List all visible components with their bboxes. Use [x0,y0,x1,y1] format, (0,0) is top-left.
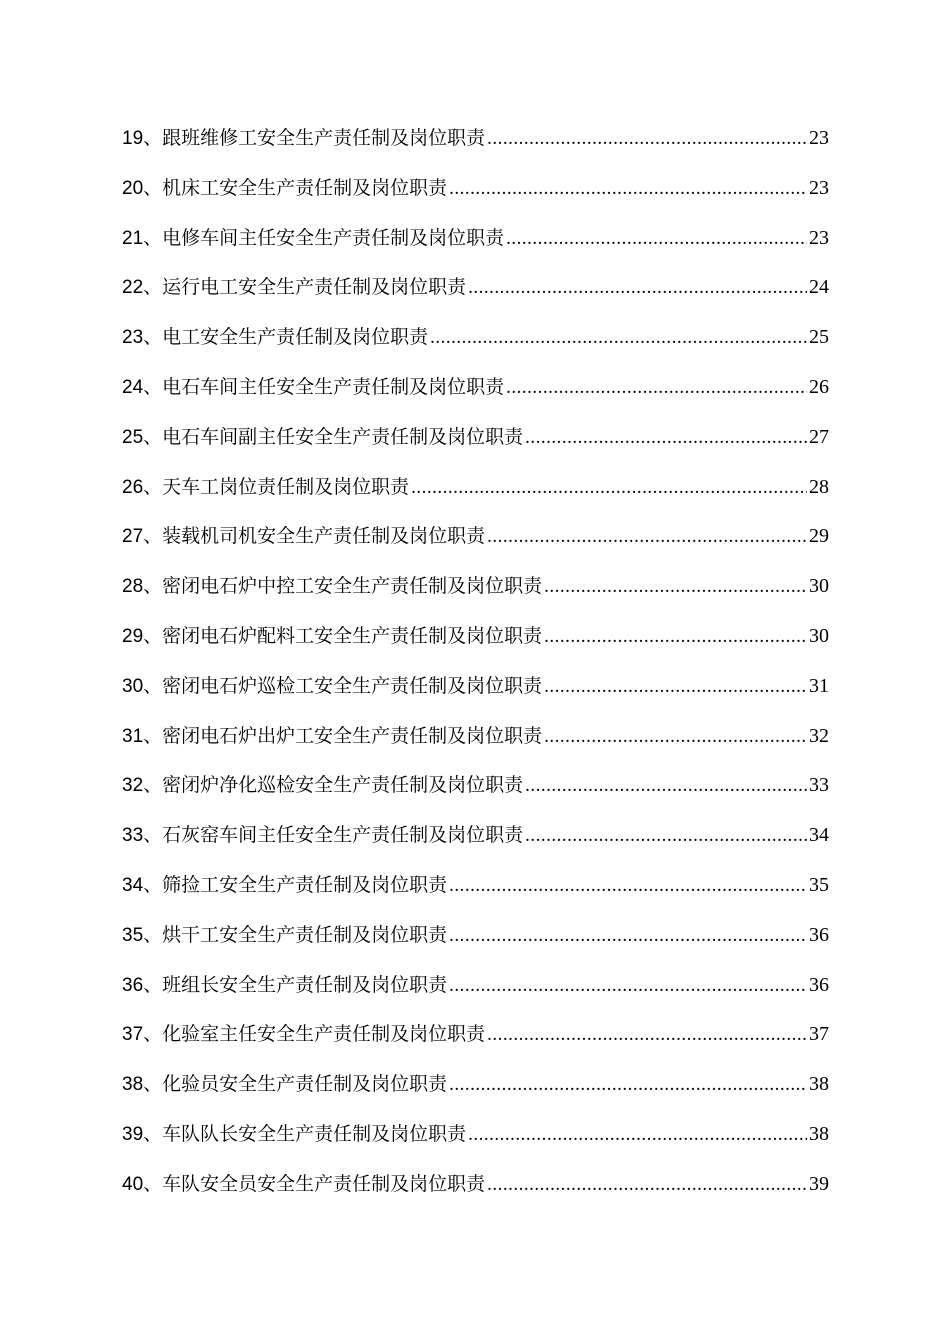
toc-entry-page-number: 25 [809,326,829,349]
toc-entry-page-number: 24 [809,276,829,299]
toc-dot-leader [544,720,807,754]
toc-dot-leader [449,869,807,903]
toc-entry-page-number: 26 [809,375,829,398]
toc-entry-number: 21、 [122,227,163,249]
toc-entry-title: 车队队长安全生产责任制及岗位职责 [162,1122,467,1145]
toc-entry-page-number: 36 [809,923,829,946]
toc-entry-title: 车队安全员安全生产责任制及岗位职责 [162,1172,486,1195]
toc-entry-number: 27、 [122,526,163,548]
toc-entry-page-number: 31 [809,674,829,697]
toc-entry-number: 22、 [122,277,163,299]
toc-dot-leader [411,471,807,505]
toc-dot-leader [430,321,807,355]
toc-entry[interactable] [122,420,829,470]
toc-entry-number: 39、 [122,1123,163,1145]
toc-entry-page-number: 30 [809,624,829,647]
toc-entry-page-number: 29 [809,525,829,548]
toc-entry-page-number: 23 [809,226,829,249]
toc-entry[interactable] [122,121,829,171]
toc-dot-leader [449,969,807,1003]
toc-dot-leader [487,122,807,156]
toc-entry-title: 筛捡工安全生产责任制及岗位职责 [162,873,448,896]
toc-dot-leader [525,421,807,455]
toc-entry-title: 烘干工安全生产责任制及岗位职责 [162,923,448,946]
toc-entry[interactable] [122,918,829,968]
toc-entry[interactable] [122,171,829,221]
toc-dot-leader [468,1118,807,1152]
toc-dot-leader [525,819,807,853]
toc-entry-number: 19、 [122,128,163,149]
toc-entry-title: 班组长安全生产责任制及岗位职责 [162,973,448,996]
toc-entry[interactable] [122,619,829,669]
toc-entry-number: 24、 [122,376,163,398]
toc-dot-leader [468,271,807,305]
toc-entry[interactable] [122,868,829,918]
toc-entry[interactable] [122,270,829,320]
toc-entry-page-number: 28 [809,475,829,498]
toc-entry-number: 26、 [122,476,163,498]
toc-entry-page-number: 32 [809,724,829,747]
toc-dot-leader [506,222,807,256]
toc-entry-page-number: 36 [809,973,829,996]
toc-entry-number: 34、 [122,874,163,896]
toc-entry-number: 36、 [122,974,163,996]
toc-entry-page-number: 23 [809,176,829,199]
toc-entry[interactable] [122,1167,829,1217]
toc-entry-number: 32、 [122,775,163,797]
toc-dot-leader [487,1018,807,1052]
toc-entry-number: 30、 [122,675,163,697]
toc-entry-page-number: 38 [809,1073,829,1096]
toc-entry[interactable] [122,221,829,271]
toc-entry[interactable] [122,519,829,569]
toc-entry-number: 31、 [122,725,163,747]
toc-entry-page-number: 38 [809,1122,829,1145]
toc-entry[interactable] [122,1017,829,1067]
toc-entry[interactable] [122,719,829,769]
toc-entry-title: 电工安全生产责任制及岗位职责 [162,326,429,349]
toc-dot-leader [525,769,807,803]
toc-entry-number: 23、 [122,327,163,349]
toc-entry-number: 40、 [122,1173,163,1195]
toc-entry[interactable] [122,470,829,520]
toc-entry[interactable] [122,1117,829,1167]
toc-entry-title: 密闭电石炉巡检工安全生产责任制及岗位职责 [162,674,543,697]
toc-entry[interactable] [122,1067,829,1117]
toc-entry-title: 机床工安全生产责任制及岗位职责 [162,176,448,199]
toc-entry-title: 密闭电石炉配料工安全生产责任制及岗位职责 [162,624,543,647]
toc-entry[interactable] [122,818,829,868]
toc-dot-leader [506,371,807,405]
toc-entry-page-number: 39 [809,1172,829,1195]
toc-entry-title: 密闭电石炉中控工安全生产责任制及岗位职责 [162,575,543,598]
toc-entry[interactable] [122,569,829,619]
toc-entry-number: 38、 [122,1074,163,1096]
toc-entry-number: 28、 [122,576,163,598]
toc-entry-title: 化验室主任安全生产责任制及岗位职责 [162,1023,486,1046]
toc-entry-title: 装载机司机安全生产责任制及岗位职责 [162,525,486,548]
toc-entry-number: 25、 [122,426,163,448]
toc-entry-page-number: 33 [809,774,829,797]
toc-entry-page-number: 34 [809,824,829,847]
toc-entry-page-number: 23 [809,127,829,149]
toc-dot-leader [487,1168,807,1202]
toc-entry-title: 天车工岗位责任制及岗位职责 [162,475,410,498]
toc-entry-page-number: 27 [809,425,829,448]
toc-entry-number: 33、 [122,825,163,847]
toc-entry-title: 跟班维修工安全生产责任制及岗位职责 [162,127,486,149]
toc-entry[interactable] [122,669,829,719]
table-of-contents [122,121,829,1217]
toc-entry-title: 电石车间主任安全生产责任制及岗位职责 [162,375,505,398]
toc-dot-leader [544,570,807,604]
toc-entry[interactable] [122,370,829,420]
toc-entry-title: 密闭电石炉出炉工安全生产责任制及岗位职责 [162,724,543,747]
toc-entry-number: 35、 [122,924,163,946]
toc-entry-number: 29、 [122,625,163,647]
toc-entry-page-number: 30 [809,575,829,598]
toc-dot-leader [449,1068,807,1102]
toc-entry[interactable] [122,320,829,370]
toc-entry-number: 37、 [122,1024,163,1046]
toc-entry-page-number: 35 [809,873,829,896]
toc-entry-title: 电修车间主任安全生产责任制及岗位职责 [162,226,505,249]
toc-dot-leader [449,172,807,206]
toc-entry-title: 运行电工安全生产责任制及岗位职责 [162,276,467,299]
toc-entry-title: 密闭炉净化巡检安全生产责任制及岗位职责 [162,774,524,797]
toc-entry-title: 石灰窑车间主任安全生产责任制及岗位职责 [162,824,524,847]
toc-entry[interactable] [122,968,829,1018]
toc-entry-title: 化验员安全生产责任制及岗位职责 [162,1073,448,1096]
toc-entry-title: 电石车间副主任安全生产责任制及岗位职责 [162,425,524,448]
toc-dot-leader [449,919,807,953]
toc-dot-leader [487,520,807,554]
toc-entry-number: 20、 [122,177,163,199]
toc-entry[interactable] [122,768,829,818]
toc-dot-leader [544,620,807,654]
toc-dot-leader [544,670,807,704]
toc-entry-page-number: 37 [809,1023,829,1046]
